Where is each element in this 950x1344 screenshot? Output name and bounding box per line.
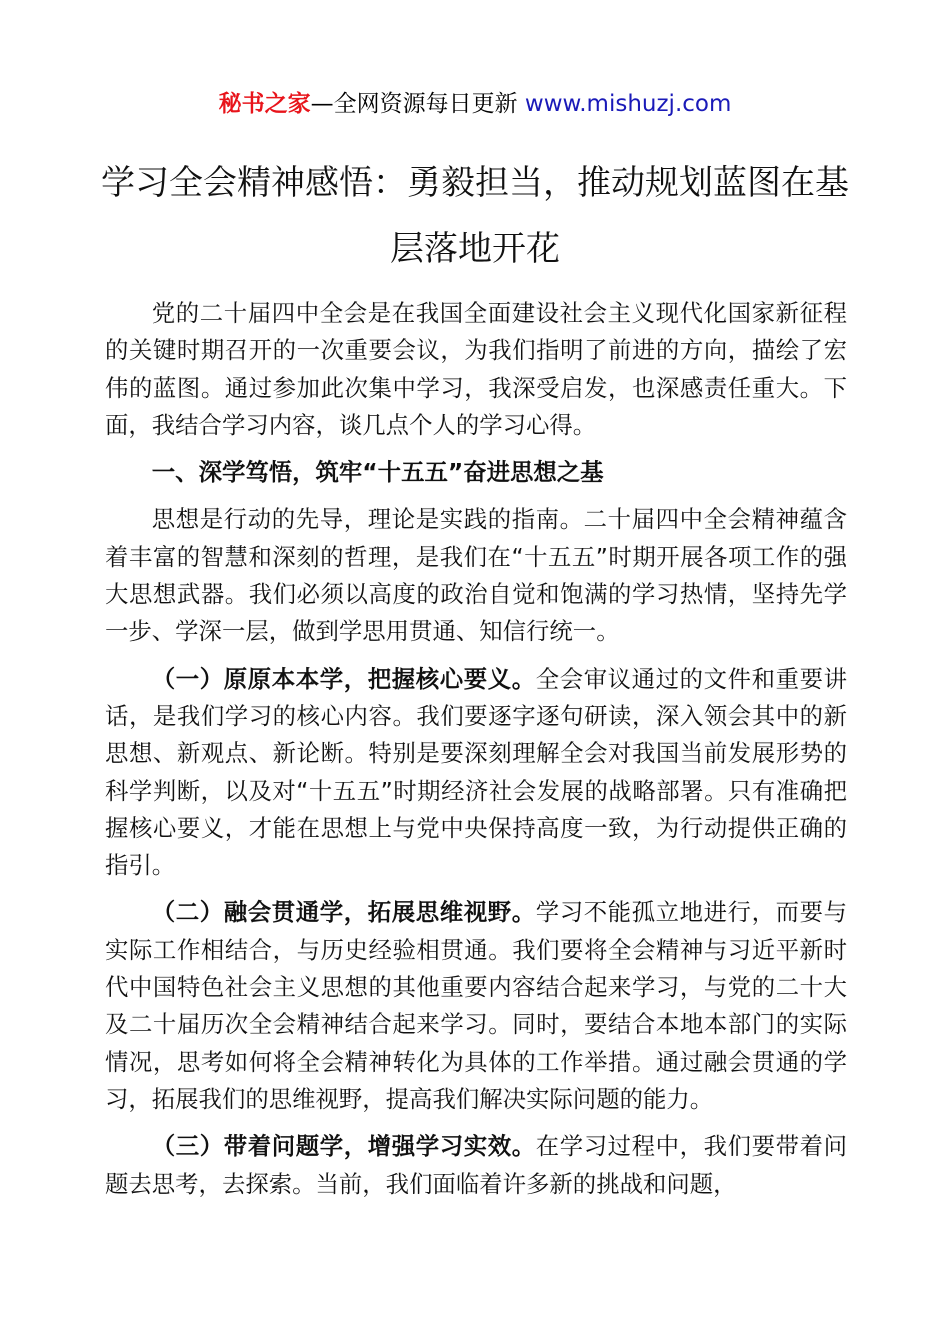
site-header bbox=[0, 86, 950, 122]
section-heading: 一、深学笃悟，筑牢“十五五”奋进思想之基 bbox=[151, 458, 604, 487]
subsection-paragraph-3 bbox=[105, 1128, 847, 1203]
subsection-lead-3: （三）带着问题学，增强学习实效。 bbox=[151, 1132, 536, 1161]
site-url-link[interactable]: www.mishuzj.com bbox=[524, 91, 732, 117]
intro-paragraph: 党的二十届四中全会是在我国全面建设社会主义现代化国家新征程的关键时期召开的一次重要会议，为我们指明了前进的方向，描绘了宏伟的蓝图。通过参加此次集中学习，我深受启发，也深感责任重大。下面，我结合学习内容，谈几点个人的学习心得。 bbox=[105, 299, 847, 439]
subsection-lead-1: （一）原原本本学，把握核心要义。 bbox=[151, 664, 536, 693]
site-name: 秘书之家 bbox=[218, 91, 311, 117]
section-paragraph: 思想是行动的先导，理论是实践的指南。二十届四中全会精神蕴含着丰富的智慧和深刻的哲理，是我们在“十五五”时期开展各项工作的强大思想武器。我们必须以高度的政治自觉和饱满的学习热情，坚持先学一步、学深一层，做到学思用贯通、知信行统一。 bbox=[105, 505, 847, 646]
subsection-text-1: 全会审议通过的文件和重要讲话，是我们学习的核心内容。我们要逐字逐句研读，深入领会其中的新思想、新观点、新论断。特别是要深刻理解全会对我国当前发展形势的科学判断，以及对“十五五”时期经济社会发展的战略部署。只有准确把握核心要义，才能在思想上与党中央保持高度一致，为行动提供正确的指引。 bbox=[105, 664, 848, 880]
subsection-paragraph-2 bbox=[105, 894, 847, 1118]
subsection-text-3: 在学习过程中，我们要带着问题去思考，去探索。当前，我们面临着许多新的挑战和问题， bbox=[105, 1132, 848, 1198]
subsection-paragraph-1 bbox=[105, 661, 847, 885]
subsection-text-2: 学习不能孤立地进行，而要与实际工作相结合，与历史经验相贯通。我们要将全会精神与习近平新时代中国特色社会主义思想的其他重要内容结合起来学习，与党的二十大及二十届历次全会精神结合起来学习。同时，要结合本地本部门的实际情况，思考如何将全会精神转化为具体的工作举措。通过融会贯通的学习，拓展我们的思维视野，提高我们解决实际问题的能力。 bbox=[105, 898, 848, 1113]
site-slogan: —全网资源每日更新 bbox=[310, 91, 518, 117]
document-title: 学习全会精神感悟：勇毅担当，推动规划蓝图在基层落地开花 bbox=[101, 163, 849, 269]
document-body bbox=[105, 295, 847, 1213]
subsection-lead-2: （二）融会贯通学，拓展思维视野。 bbox=[151, 898, 536, 927]
